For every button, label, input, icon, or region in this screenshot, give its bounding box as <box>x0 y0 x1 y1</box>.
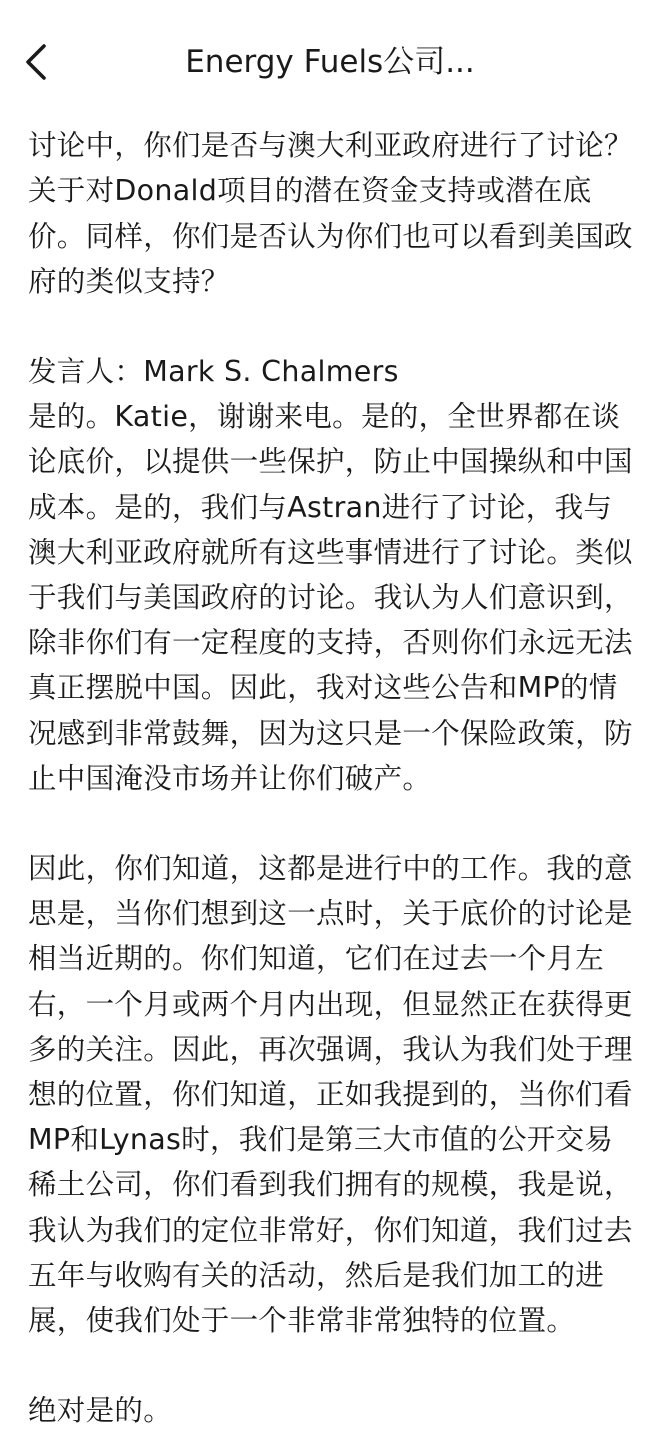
speaker-label: 发言人：Mark S. Chalmers <box>28 355 399 388</box>
answer-paragraph-1: 是的。Katie，谢谢来电。是的，全世界都在谈论底价，以提供一些保护，防止中国操纵和中国成本。是的，我们与Astran进行了讨论，我与澳大利亚政府就所有这些事情进行了讨论。类似于我们与美国政府的讨论。我认为人们意识到，除非你们有一定程度的支持，否则你们永远无法真正摆脱中国。因此，我对这些公告和MP的情况感到非常鼓舞，因为这只是一个保险政策，防止中国淹没市场并让你们破产。 <box>28 400 633 795</box>
paragraph-gap <box>28 1343 634 1388</box>
page-title: Energy Fuels公司... <box>185 44 475 80</box>
question-paragraph: 讨论中，你们是否与澳大利亚政府进行了讨论？关于对Donald项目的潜在资金支持或潜在底价。同样，你们是否认为你们也可以看到美国政府的类似支持？ <box>28 129 633 298</box>
answer-paragraph-3: 绝对是的。 <box>28 1394 173 1428</box>
answer-paragraph-2: 因此，你们知道，这都是进行中的工作。我的意思是，当你们想到这一点时，关于底价的讨论是相当近期的。你们知道，它们在过去一个月左右，一个月或两个月内出现，但显然正在获得更多的关注。因此，再次强调，我认为我们处于理想的位置，你们知道，正如我提到的，当你们看MP和Lynas时，我们是第三大市值的公开交易稀土公司，你们看到我们拥有的规模，我是说，我认为我们的定位非常好，你们知道，我们过去五年与收购有关的活动，然后是我们加工的进展，使我们处于一个非常非常独特的位置。 <box>28 852 633 1338</box>
question-paragraph-clip <box>28 100 634 304</box>
paragraph-gap <box>28 304 634 349</box>
chevron-left-icon <box>23 42 49 82</box>
article-body <box>28 100 634 1432</box>
paragraph-gap <box>28 801 634 846</box>
back-button[interactable] <box>14 36 58 88</box>
top-app-bar <box>0 0 660 128</box>
